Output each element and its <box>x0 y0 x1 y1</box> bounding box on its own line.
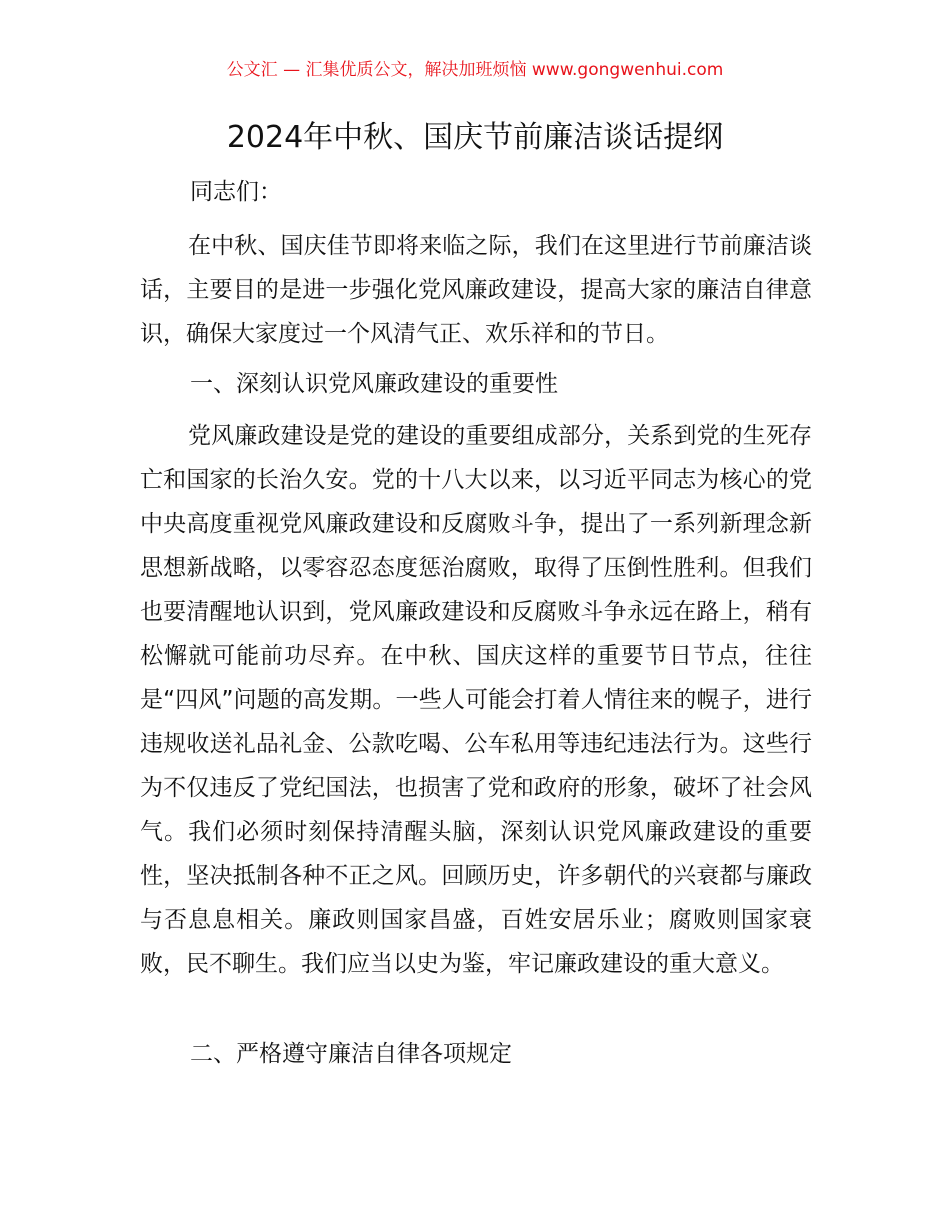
section-heading-2: 二、严格遵守廉洁自律各项规定 <box>190 1041 512 1067</box>
section-heading-1: 一、深刻认识党风廉政建设的重要性 <box>190 371 558 397</box>
intro-paragraph-text: 在中秋、国庆佳节即将来临之际，我们在这里进行节前廉洁谈话，主要目的是进一步强化党风廉政建设，提高大家的廉洁自律意识，确保大家度过一个风清气正、欢乐祥和的节日。 <box>140 233 812 347</box>
salutation: 同志们： <box>190 179 282 205</box>
site-header-banner: 公文汇 — 汇集优质公文，解决加班烦恼 www.gongwenhui.com <box>226 60 724 80</box>
document-title: 2024年中秋、国庆节前廉洁谈话提纲 <box>226 120 724 155</box>
intro-paragraph <box>140 224 812 356</box>
section-1-paragraph <box>140 414 812 986</box>
section-1-paragraph-text: 党风廉政建设是党的建设的重要组成部分，关系到党的生死存亡和国家的长治久安。党的十八大以来，以习近平同志为核心的党中央高度重视党风廉政建设和反腐败斗争，提出了一系列新理念新思想新战略，以零容忍态度惩治腐败，取得了压倒性胜利。但我们也要清醒地认识到，党风廉政建设和反腐败斗争永远在路上，稍有松懈就可能前功尽弃。在中秋、国庆这样的重要节日节点，往往是“四风”问题的高发期。一些人可能会打着人情往来的幌子，进行违规收送礼品礼金、公款吃喝、公车私用等违纪违法行为。这些行为不仅违反了党纪国法，也损害了党和政府的形象，破坏了社会风气。我们必须时刻保持清醒头脑，深刻认识党风廉政建设的重要性，坚决抵制各种不正之风。回顾历史，许多朝代的兴衰都与廉政与否息息相关。廉政则国家昌盛，百姓安居乐业；腐败则国家衰败，民不聊生。我们应当以史为鉴，牢记廉政建设的重大意义。 <box>140 423 812 977</box>
